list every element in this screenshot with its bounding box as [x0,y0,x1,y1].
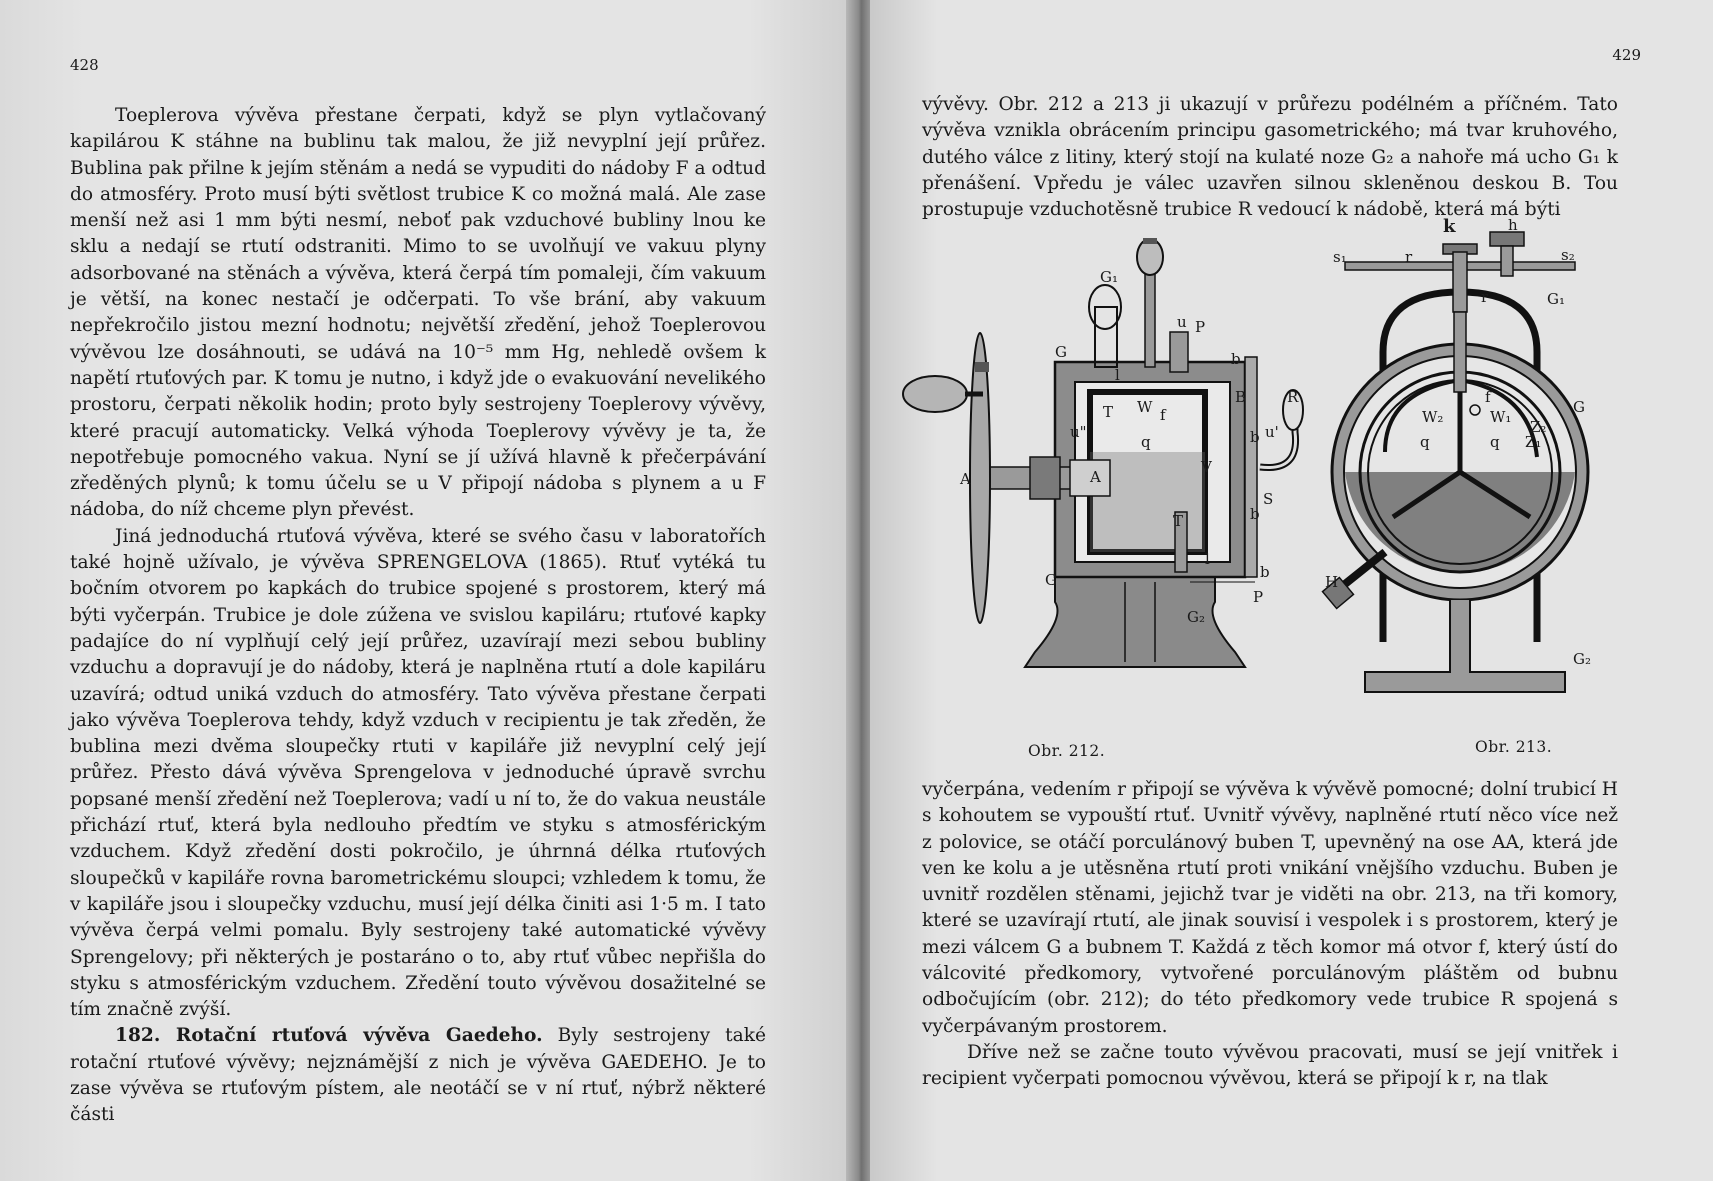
fig212-label: T [1173,512,1184,530]
fig212-label: P [1253,588,1264,606]
fig212-label: f [1160,406,1166,424]
fig212-label: G₂ [1187,608,1205,626]
fig213-label: q [1490,433,1500,451]
section-text: Byly sestrojeny také rotační rtuťové vývěvy; nejznámější z nich je vývěva GAEDEHO. Je to zase vývěva se rtuťovým pístem, ale neotáčí se v ní rtuť, nýbrž některé části [70,1025,766,1126]
section-heading: 182. Rotační rtuťová vývěva Gaedeho. [115,1025,543,1047]
fig212-label: G₁ [1100,268,1118,286]
fig212-label: W [1137,398,1153,416]
fig212-label: b [1250,505,1260,523]
fig212-label: R [1287,388,1299,406]
fig212-label: G [1045,571,1057,589]
fig212-label: A [960,470,971,488]
fig213-label: G [1573,398,1585,416]
right-page-top-text [922,92,1618,223]
fig212-label: b [1250,428,1260,446]
fig212-label: G [1055,343,1067,361]
right-page [870,0,1713,1181]
fig212-label: V [1201,458,1212,476]
fig213-label: q [1420,433,1430,451]
page-number-right: 429 [1612,46,1641,64]
fig212-label: u" [1070,423,1087,441]
figure-212-drawing [905,252,1305,722]
paragraph: Dříve než se začne touto vývěvou pracovati, musí se její vnitřek i recipient vyčerpati pomocnou vývěvou, která se připojí k r, na tlak [922,1041,1618,1090]
left-page-body [70,103,766,1129]
fig213-label: W₁ [1490,408,1512,426]
fig212-label: q [1141,433,1151,451]
fig212-label: T [1103,403,1114,421]
fig212-label: S [1263,490,1274,508]
paragraph: Jiná jednoduchá rtuťová vývěva, které se svého času v laboratořích také hojně užívalo, je vývěva SPRENGELOVA (1865). Rtuť vytéká tu bočním otvorem po kapkách do trubice spojené s prostorem, který má býti vyčerpán. Trubice je dole zúžena ve svislou kapiláru; rtuťové kapky padajíce do ní vyplňují celý její průřez, uzavírají mezi sebou bubliny vzduchu a dopravují je do nádoby, která je naplněna rtutí a dole kapiláru uzavírá; odtud uniká vzduch do atmosféry. Tato vývěva přestane čerpati jako vývěva Toeplerova tehdy, když vzduch v recipientu je tak zředěn, že bublina mezi dvěma sloupečky rtuti v kapiláře již nevyplní celý její průřez. Přesto dává vývěva Sprengelova v jednoduché úpravě svrchu popsané menší zředění než Toeplerova; vadí u ní to, že do vakua neustále přichází rtuť, která byla nedlouho předtím ve styku s atmosférickým vzduchem. Když zředění dosti pokročilo, je úhrnná délka rtuťových sloupečků v kapiláře rovna barometrickému sloupci; vzhledem k tomu, že v kapiláře jsou i sloupečky vzduchu, musí její délka činiti asi 1·5 m. I tato vývěva čerpá velmi pomalu. Byly sestrojeny také automatické vývěvy Sprengelovy; při některých je postaráno o to, aby rtuť vůbec nepřišla do styku s atmosférickým vzduchem. Zředění touto vývěvou dosažitelné se tím značně zvýší. [70,525,766,1021]
fig212-label: u [1177,313,1187,331]
page-number-left: 428 [70,56,99,74]
figure-212-longitudinal-section [905,252,1305,722]
fig212-label: l [1115,366,1120,384]
figure-213-cross-section [1325,216,1595,722]
fig213-label: s₂ [1561,246,1575,264]
fig212-label: P [1195,318,1206,336]
paragraph: vývěvy. Obr. 212 a 213 ji ukazují v průřezu podélném a příčném. Tato vývěva vznikla obrácením principu gasometrického; má tvar kruhového, dutého válce z litiny, který stojí na kulaté noze G₂ a nahoře má ucho G₁ k přenášení. Vpředu je válec uzavřen silnou skleněnou deskou B. Tou prostupuje vzduchotěsně trubice R vedoucí k nádobě, která má býti [922,94,1618,221]
fig212-label: l [1205,550,1210,568]
fig212-label: A [1090,468,1101,486]
paragraph: vyčerpána, vedením r připojí se vývěva k vývěvě pomocné; dolní trubicí H s kohoutem se vypouští rtuť. Uvnitř vývěvy, naplněné rtutí něco více než z polovice, se otáčí porculánový buben T, upevněný na ose AA, která jde ven ke kolu a je utěsněna rtutí proti vnikání vnějšího vzduchu. Buben je uvnitř rozdělen stěnami, jejichž tvar je viděti na obr. 213, na tři komory, které se uzavírají rtutí, ale jinak souvisí i vespolek i s prostorem, který je mezi válcem G a bubnem T. Každá z těch komor má otvor f, který ústí do válcovité předkomory, vytvořené porculánovým pláštěm od bubnu odbočujícím (obr. 212); do této předkomory vede trubice R spojená s vyčerpávaným prostorem. [922,779,1618,1037]
section-paragraph [70,1023,766,1128]
fig212-label: b [1231,350,1241,368]
fig213-label: k [1443,216,1456,237]
fig213-label: Z₂ [1530,418,1547,436]
fig213-label: f [1485,388,1491,406]
fig213-label: h [1508,216,1518,234]
paragraph: Toeplerova vývěva přestane čerpati, když se plyn vytlačovaný kapilárou K stáhne na bublinu tak malou, že již nevyplní její průřez. Bublina pak přilne k jejím stěnám a nedá se vypuditi do nádoby F a odtud do atmosféry. Proto musí býti světlost trubice K co možná malá. Ale zase menší než asi 1 mm býti nesmí, neboť pak vzduchové bubliny lnou ke sklu a nedají se rtutí odstraniti. Mimo to se uvolňují ve vakuu plyny adsorbované na stěnách a vývěva, která čerpá tím pomaleji, čím vakuum je větší, na konec nestačí je odčerpati. To vše brání, aby vakuum nepřekročilo jistou mezní hodnotu; největší zředění, jehož Toeplerovou vývěvou lze dosáhnouti, se udává na 10⁻⁵ mm Hg, nehledě ovšem k napětí rtuťových par. K tomu je nutno, i když jde o evakuování nevelikého prostoru, čerpati několik hodin; proto byly sestrojeny Toeplerovy vývěvy, které pracují automaticky. Velká výhoda Toeplerovy vývěvy je ta, že nepotřebuje pomocného vakua. Nyní se jí užívá hlavně k přečerpávání zředěných plynů; k tomu účelu se u V připojí nádoba s plynem a u F nádoba, do níž chceme plyn převést. [70,105,766,521]
fig213-label: W₂ [1422,408,1444,426]
fig213-label: r [1481,288,1489,306]
left-page [0,0,850,1181]
fig213-label: H [1325,573,1339,591]
fig213-label: G₂ [1573,650,1591,668]
figure-213-caption: Obr. 213. [1475,738,1553,756]
fig213-label: s₁ [1333,248,1347,266]
fig213-label: G₁ [1547,290,1565,308]
fig213-label: Z₁ [1525,433,1542,451]
right-page-bottom-text [922,777,1618,1093]
fig212-label: b [1260,563,1270,581]
figure-212-caption: Obr. 212. [1028,742,1106,760]
fig212-label: B [1235,388,1247,406]
figure-213-drawing [1325,216,1595,722]
fig213-label: r [1405,248,1413,266]
fig212-label: u' [1265,423,1279,441]
